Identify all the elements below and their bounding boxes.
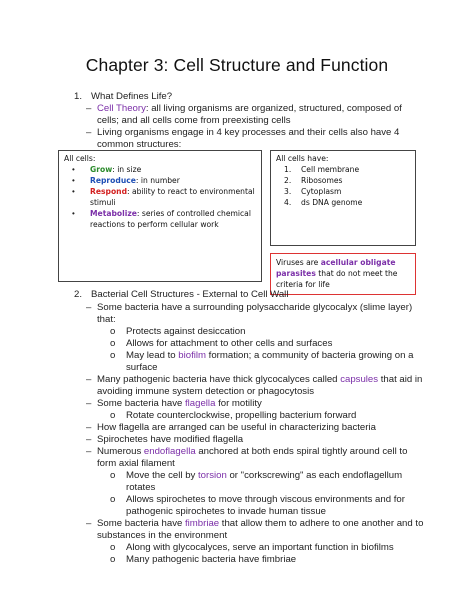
list-item: Cell membrane: [301, 165, 360, 174]
glycocalyx-sub-2: Allows for attachment to other cells and surfaces: [126, 338, 333, 349]
dash-bullet: –: [86, 446, 92, 457]
spirochetes-line: Spirochetes have modified flagella: [97, 434, 244, 445]
all-cells-have-box: [270, 150, 416, 246]
respond-item: [90, 186, 255, 197]
reproduce-text: : in number: [135, 176, 180, 185]
capsules-text: that aid in: [378, 374, 423, 385]
grow-term: Grow: [90, 165, 113, 174]
section-2-number: 2.: [74, 289, 83, 300]
cell-theory-line-1: [97, 103, 402, 115]
circle-bullet: o: [110, 470, 116, 481]
fimbriae-line-1: [97, 518, 423, 530]
viruses-text: that do not meet the: [315, 269, 398, 278]
respond-term: Respond: [90, 187, 128, 196]
list-item-number: 4.: [284, 198, 292, 207]
capsules-pre: Many pathogenic bacteria have thick glycocalyces called: [97, 374, 341, 385]
torsion-text: or "corkscrewing" as each endoflagellum: [226, 470, 403, 481]
biofilm-pre: May lead to: [126, 350, 179, 361]
viruses-line-1: [276, 257, 395, 268]
torsion-term: torsion: [198, 470, 227, 481]
glycocalyx-sub-1: Protects against desiccation: [126, 326, 246, 337]
cell-theory-text: : all living organisms are organized, structured, composed of: [145, 103, 402, 114]
section-1-heading: What Defines Life?: [91, 91, 173, 102]
circle-bullet: o: [110, 338, 116, 349]
endoflagella-text: anchored at both ends spiral tightly around cell to: [195, 446, 408, 457]
list-item-number: 2.: [284, 176, 292, 185]
circle-bullet: o: [110, 554, 116, 565]
endoflagella-term: endoflagella: [143, 446, 196, 457]
processes-line-1: Living organisms engage in 4 key processes and their cells also have 4: [97, 127, 400, 138]
glycocalyx-sub-3-line-2: surface: [126, 362, 158, 373]
fimbriae-sub-1: Along with glycocalyces, serve an important function in biofilms: [126, 542, 394, 553]
circle-bullet: o: [110, 494, 116, 505]
endoflagella-line-2: form axial filament: [97, 458, 175, 469]
flagella-pre: Some bacteria have: [97, 398, 185, 409]
dash-bullet: –: [86, 374, 92, 385]
reproduce-item: [90, 175, 180, 186]
respond-text: : ability to react to environmental: [127, 187, 255, 196]
fimbriae-pre: Some bacteria have: [97, 518, 185, 529]
circle-bullet: o: [110, 326, 116, 337]
viruses-box: [270, 253, 416, 295]
cell-theory-line-2: cells; and all cells come from preexisting cells: [97, 115, 291, 126]
capsules-term: capsules: [340, 374, 379, 385]
torsion-line-2: rotates: [126, 482, 156, 493]
circle-bullet: o: [110, 410, 116, 421]
torsion-pre: Move the cell by: [126, 470, 198, 481]
endoflagella-line-1: [97, 446, 407, 458]
list-item-number: 3.: [284, 187, 292, 196]
capsules-line-1: [97, 374, 422, 386]
flagella-sub-1: Rotate counterclockwise, propelling bacterium forward: [126, 410, 357, 421]
all-cells-box: [58, 150, 262, 282]
flagella-text: for motility: [215, 398, 262, 409]
dash-bullet: –: [86, 422, 92, 433]
viruses-line-2: [276, 268, 397, 279]
grow-text: : in size: [112, 165, 142, 174]
dash-bullet: –: [86, 398, 92, 409]
section-1-number: 1.: [74, 91, 83, 102]
reproduce-term: Reproduce: [90, 176, 136, 185]
bullet: •: [72, 209, 75, 218]
viruses-text: Viruses are: [276, 258, 321, 267]
list-item: Ribosomes: [301, 176, 343, 185]
capsules-line-2: avoiding immune system detection or phagocytosis: [97, 386, 315, 397]
metabolize-line-2: reactions to perform cellular work: [90, 220, 219, 229]
bullet: •: [72, 187, 75, 196]
fimbriae-text: that allow them to adhere to one another and to: [219, 518, 424, 529]
biofilm-text: formation; a community of bacteria growing on a: [206, 350, 414, 361]
bullet: •: [72, 176, 75, 185]
circle-bullet: o: [110, 350, 116, 361]
dash-bullet: –: [86, 434, 92, 445]
metabolize-text: : series of controlled chemical: [136, 209, 251, 218]
dash-bullet: –: [86, 103, 92, 114]
all-cells-have-header: All cells have:: [276, 154, 329, 163]
page-title: Chapter 3: Cell Structure and Function: [85, 55, 389, 75]
spirochetes-move-line-2: pathogenic spirochetes to invade human tissue: [126, 506, 326, 517]
respond-line-2: stimuli: [90, 198, 116, 207]
list-item: Cytoplasm: [301, 187, 342, 196]
fimbriae-line-2: substances in the environment: [97, 530, 228, 541]
bullet: •: [72, 165, 75, 174]
dash-bullet: –: [86, 302, 92, 313]
list-item-number: 1.: [284, 165, 292, 174]
grow-item: [90, 164, 141, 175]
fimbriae-sub-2: Many pathogenic bacteria have fimbriae: [126, 554, 297, 565]
dash-bullet: –: [86, 518, 92, 529]
viruses-line-3: criteria for life: [276, 280, 330, 289]
glycocalyx-sub-3: [126, 350, 413, 362]
list-item: ds DNA genome: [301, 198, 363, 207]
endoflagella-pre: Numerous: [97, 446, 144, 457]
metabolize-term: Metabolize: [90, 209, 137, 218]
glycocalyx-line-1: Some bacteria have a surrounding polysaccharide glycocalyx (slime layer): [97, 302, 413, 313]
glycocalyx-line-2: that:: [97, 314, 116, 325]
processes-line-2: common structures:: [97, 139, 182, 150]
viruses-term: acellular obligate: [320, 258, 396, 267]
circle-bullet: o: [110, 542, 116, 553]
flagella-arrangement-line: How flagella are arranged can be useful in characterizing bacteria: [97, 422, 376, 433]
torsion-line-1: [126, 470, 402, 482]
biofilm-term: biofilm: [178, 350, 206, 361]
flagella-term: flagella: [185, 398, 216, 409]
section-2-heading: Bacterial Cell Structures - External to Cell Wall: [91, 289, 289, 300]
parasites-term: parasites: [276, 269, 316, 278]
all-cells-header: All cells:: [64, 154, 96, 163]
flagella-line: [97, 398, 262, 410]
fimbriae-term: fimbriae: [185, 518, 220, 529]
dash-bullet: –: [86, 127, 92, 138]
metabolize-item: [90, 208, 251, 219]
cell-theory-term: Cell Theory: [97, 103, 146, 114]
spirochetes-move-line-1: Allows spirochetes to move through viscous environments and for: [126, 494, 405, 505]
